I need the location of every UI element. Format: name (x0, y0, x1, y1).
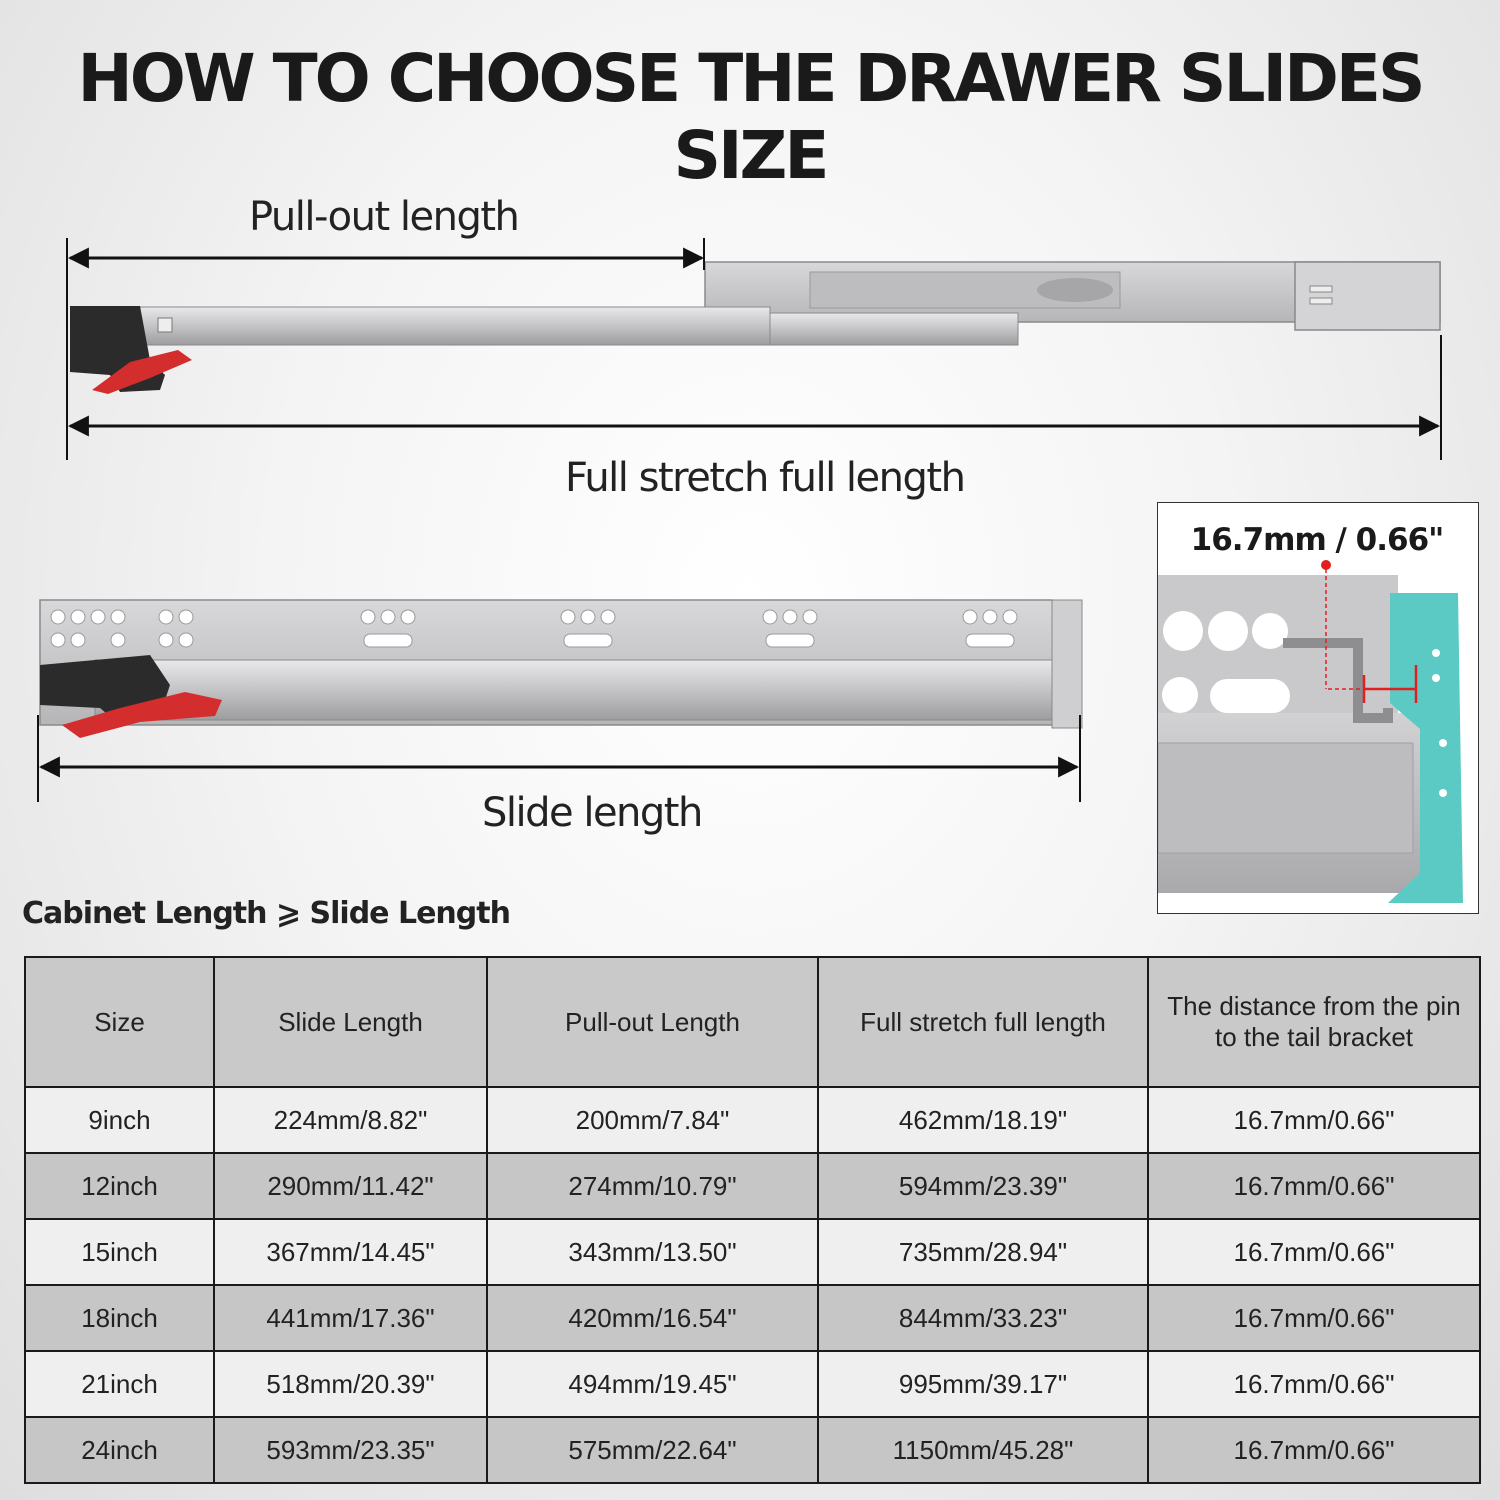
cell-size: 9inch (25, 1087, 214, 1153)
cell-size: 12inch (25, 1153, 214, 1219)
extended-slide-image (70, 262, 1440, 394)
cell-size: 15inch (25, 1219, 214, 1285)
pull-out-label: Pull-out length (249, 194, 519, 240)
header-pull-out-length: Pull-out Length (487, 957, 818, 1087)
cell-slide-length: 290mm/11.42" (214, 1153, 487, 1219)
pin-marker-icon (1321, 560, 1331, 570)
cell-pull-out-length: 343mm/13.50" (487, 1219, 818, 1285)
table-header-row (25, 957, 1480, 1087)
cell-pin-distance: 16.7mm/0.66" (1148, 1219, 1480, 1285)
header-full-stretch-length: Full stretch full length (818, 957, 1148, 1087)
tail-bracket-detail-image (1158, 503, 1478, 913)
header-slide-length: Slide Length (214, 957, 487, 1087)
table-row (25, 1153, 1480, 1219)
table-row (25, 1087, 1480, 1153)
cell-pull-out-length: 274mm/10.79" (487, 1153, 818, 1219)
cell-slide-length: 367mm/14.45" (214, 1219, 487, 1285)
cell-pin-distance: 16.7mm/0.66" (1148, 1153, 1480, 1219)
cell-full-stretch-length: 1150mm/45.28" (818, 1417, 1148, 1483)
table-row (25, 1285, 1480, 1351)
slide-length-label: Slide length (482, 790, 702, 836)
cell-pull-out-length: 200mm/7.84" (487, 1087, 818, 1153)
cell-size: 24inch (25, 1417, 214, 1483)
table-row (25, 1219, 1480, 1285)
cell-pin-distance: 16.7mm/0.66" (1148, 1417, 1480, 1483)
pin-distance-label: 16.7mm / 0.66" (1190, 522, 1444, 558)
full-stretch-label: Full stretch full length (565, 455, 965, 501)
cell-size: 18inch (25, 1285, 214, 1351)
cell-full-stretch-length: 462mm/18.19" (818, 1087, 1148, 1153)
page-title: HOW TO CHOOSE THE DRAWER SLIDES SIZE (77, 40, 1423, 194)
table-row (25, 1351, 1480, 1417)
size-spec-table (24, 956, 1481, 1484)
header-pin-distance: The distance from the pin to the tail bracket (1148, 957, 1480, 1087)
header-size: Size (25, 957, 214, 1087)
table-row (25, 1417, 1480, 1483)
cell-pull-out-length: 494mm/19.45" (487, 1351, 818, 1417)
cell-slide-length: 593mm/23.35" (214, 1417, 487, 1483)
cell-size: 21inch (25, 1351, 214, 1417)
closed-slide-image (40, 600, 1082, 738)
tail-bracket-inset (1157, 502, 1479, 914)
cell-full-stretch-length: 844mm/33.23" (818, 1285, 1148, 1351)
cell-full-stretch-length: 594mm/23.39" (818, 1153, 1148, 1219)
cell-full-stretch-length: 995mm/39.17" (818, 1351, 1148, 1417)
cell-slide-length: 518mm/20.39" (214, 1351, 487, 1417)
cabinet-length-note: Cabinet Length ⩾ Slide Length (22, 896, 510, 931)
cell-slide-length: 441mm/17.36" (214, 1285, 487, 1351)
cell-pull-out-length: 575mm/22.64" (487, 1417, 818, 1483)
cell-pin-distance: 16.7mm/0.66" (1148, 1285, 1480, 1351)
cell-pin-distance: 16.7mm/0.66" (1148, 1087, 1480, 1153)
cell-pin-distance: 16.7mm/0.66" (1148, 1351, 1480, 1417)
cell-pull-out-length: 420mm/16.54" (487, 1285, 818, 1351)
cell-full-stretch-length: 735mm/28.94" (818, 1219, 1148, 1285)
cell-slide-length: 224mm/8.82" (214, 1087, 487, 1153)
